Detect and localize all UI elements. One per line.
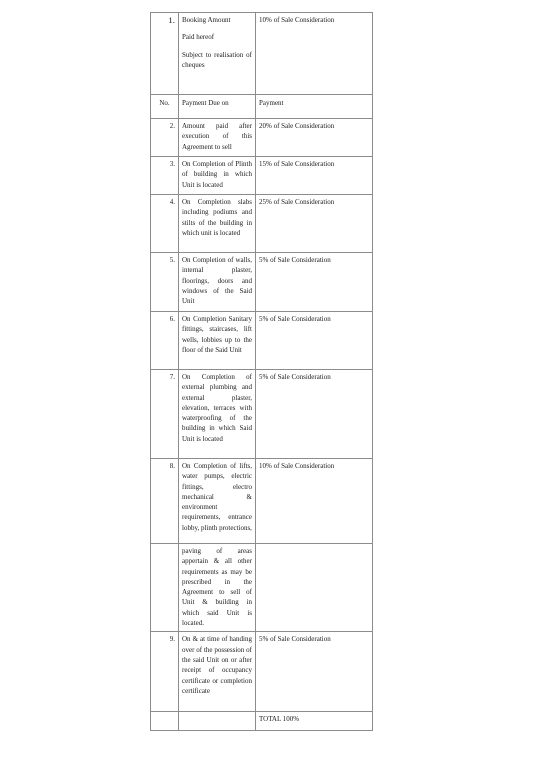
row-payment bbox=[256, 544, 373, 632]
table-row bbox=[151, 459, 373, 544]
row-number: 6. bbox=[151, 312, 179, 370]
booking-payment: 10% of Sale Consideration bbox=[256, 13, 373, 95]
row-payment: 5% of Sale Consideration bbox=[256, 632, 373, 712]
payment-schedule-table bbox=[150, 12, 373, 731]
table-row bbox=[151, 544, 373, 632]
row-payment: 5% of Sale Consideration bbox=[256, 312, 373, 370]
booking-line: Subject to realisation of cheques bbox=[182, 50, 252, 69]
row-number: 9. bbox=[151, 632, 179, 712]
row-due: On Completion slabs including podiums and stilts of the building in which unit is located bbox=[179, 195, 256, 253]
table-row bbox=[151, 312, 373, 370]
header-no: No. bbox=[151, 95, 179, 119]
table-row bbox=[151, 119, 373, 157]
row-payment: 5% of Sale Consideration bbox=[256, 370, 373, 459]
table-row bbox=[151, 253, 373, 312]
row-number: 5. bbox=[151, 253, 179, 312]
row-payment: 5% of Sale Consideration bbox=[256, 253, 373, 312]
row-number: 4. bbox=[151, 195, 179, 253]
booking-line: Paid hereof bbox=[182, 33, 215, 42]
total-row bbox=[151, 712, 373, 731]
total-due bbox=[179, 712, 256, 731]
row-due: On Completion of lifts, water pumps, electric fittings, electro mechanical & environment requirements, entrance lobby, plinth protections, bbox=[179, 459, 256, 544]
row-number: 2. bbox=[151, 119, 179, 157]
row-number: 1. bbox=[151, 13, 179, 95]
header-due: Payment Due on bbox=[179, 95, 256, 119]
table-row bbox=[151, 195, 373, 253]
row-due: Amount paid after execution of this Agreement to sell bbox=[179, 119, 256, 157]
row-due: On Completion of external plumbing and external plaster, elevation, terraces with waterproofing of the building in which Said Unit is located bbox=[179, 370, 256, 459]
row-due: On Completion Sanitary fittings, staircases, lift wells, lobbies up to the floor of the Said Unit bbox=[179, 312, 256, 370]
row-payment: 25% of Sale Consideration bbox=[256, 195, 373, 253]
row-number: 8. bbox=[151, 459, 179, 544]
row-number: 3. bbox=[151, 157, 179, 195]
booking-line: Booking Amount bbox=[182, 16, 231, 24]
table-row bbox=[151, 370, 373, 459]
row-due: paving of areas appertain & all other requirements as may be prescribed in the Agreement to sell of Unit & building in which said Unit is located. bbox=[179, 544, 256, 632]
row-number: 7. bbox=[151, 370, 179, 459]
row-payment: 15% of Sale Consideration bbox=[256, 157, 373, 195]
row-payment: 10% of Sale Consideration bbox=[256, 459, 373, 544]
table-header-row bbox=[151, 95, 373, 119]
row-due: On Completion of Plinth of building in which Unit is located bbox=[179, 157, 256, 195]
total-payment: TOTAL 100% bbox=[256, 712, 373, 731]
table-row bbox=[151, 157, 373, 195]
header-payment: Payment bbox=[256, 95, 373, 119]
row-payment: 20% of Sale Consideration bbox=[256, 119, 373, 157]
table-row bbox=[151, 632, 373, 712]
row-due: On & at time of handing over of the possession of the said Unit on or after receipt of occupancy certificate or completion certificate bbox=[179, 632, 256, 712]
row-number bbox=[151, 544, 179, 632]
booking-description bbox=[179, 13, 256, 95]
total-number bbox=[151, 712, 179, 731]
row-due: On Completion of walls, internal plaster, floorings, doors and windows of the Said Unit bbox=[179, 253, 256, 312]
booking-row bbox=[151, 13, 373, 95]
